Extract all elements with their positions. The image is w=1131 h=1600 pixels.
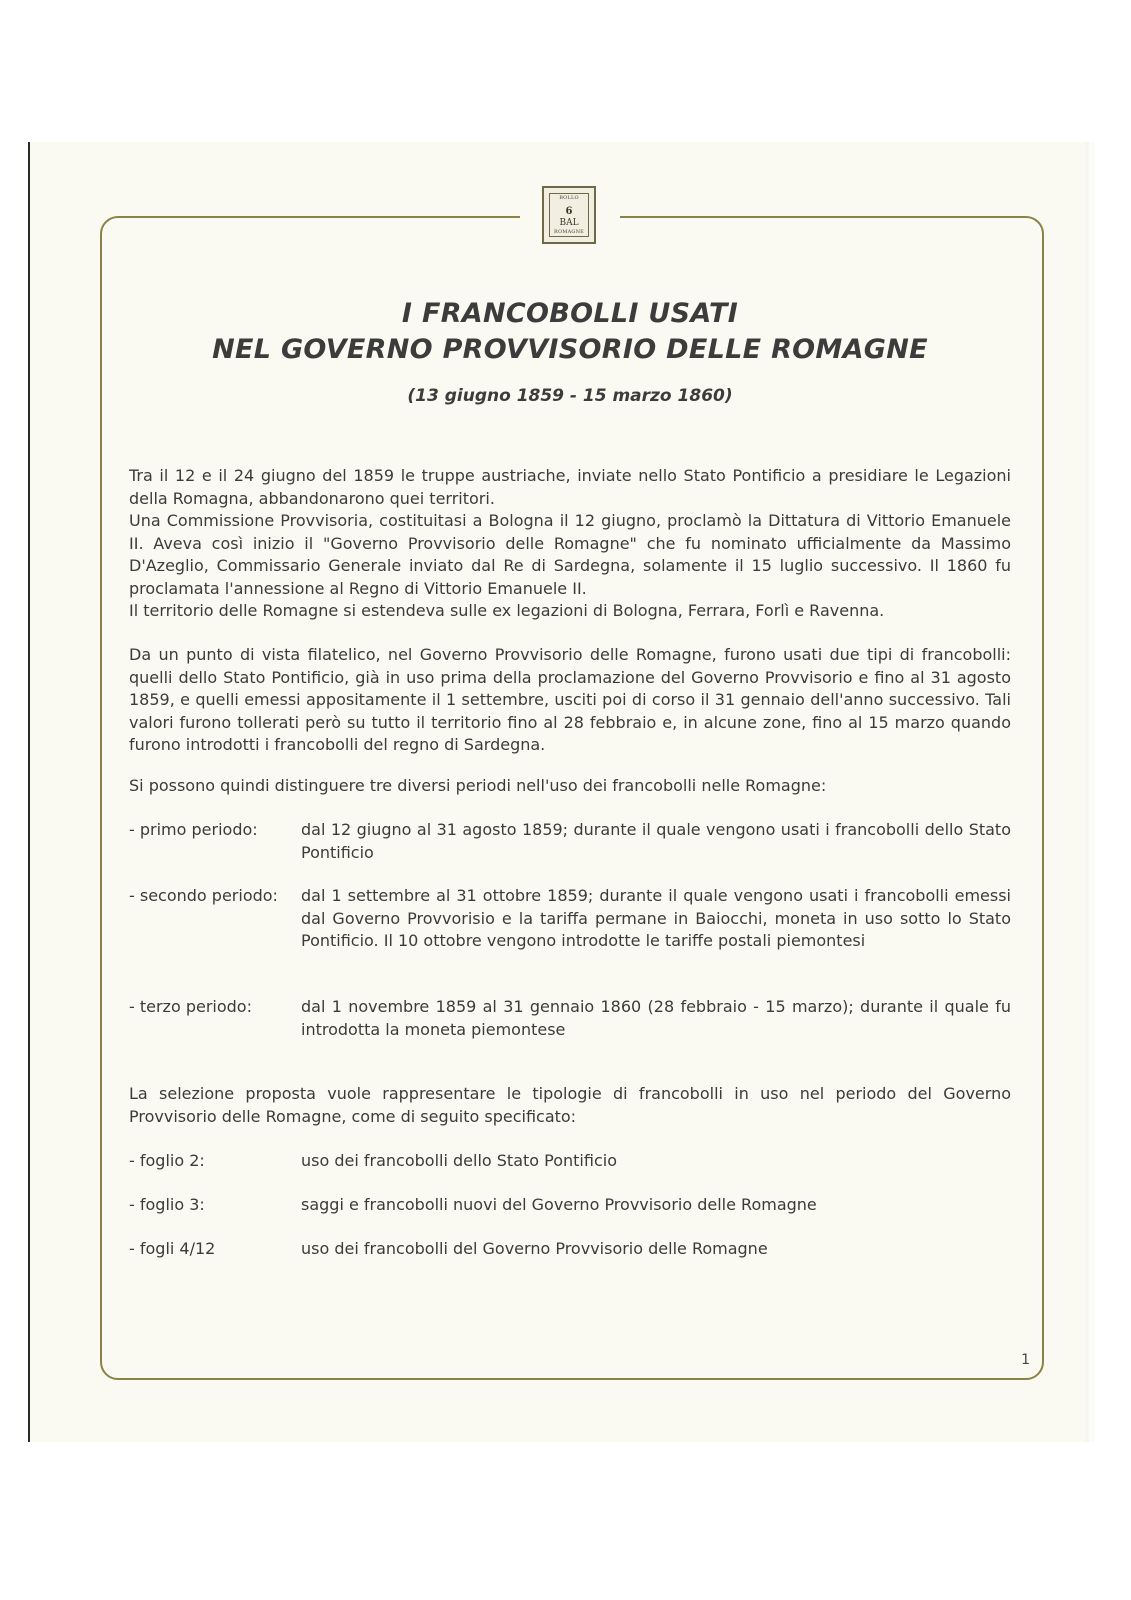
periods-intro-text: Si possono quindi distinguere tre diversi periodi nell'uso dei francobolli nelle Romagne: (129, 776, 827, 795)
period-text: dal 1 novembre 1859 al 31 gennaio 1860 (28 febbraio - 15 marzo); durante il quale fu introdotta la moneta piemontese (301, 997, 1011, 1039)
page-edge-shadow (1086, 142, 1092, 1442)
selection-paragraph (129, 1083, 1011, 1128)
intro-paragraph (129, 465, 1011, 623)
page-number: 1 (1021, 1352, 1030, 1368)
philatelic-text: Da un punto di vista filatelico, nel Governo Provvisorio delle Romagne, furono usati due tipi di francobolli: quelli dello Stato Pontificio, già in uso prima della proclamazione del Governo Provvisorio e fino al 31 agosto 1859, e quelli emessi appositamente il 1 settembre, usciti poi di corso il 31 gennaio dell'anno successivo. Tali valori furono tollerati però su tutto il territorio fino al 28 febbraio e, in alcune zone, fino al 15 marzo quando furono introdotti i francobolli del regno di Sardegna. (129, 645, 1011, 754)
sheet-label: - foglio 2: (129, 1151, 205, 1170)
period-label: - primo periodo: (129, 820, 258, 839)
intro-line: Tra il 12 e il 24 giugno del 1859 le truppe austriache, inviate nello Stato Pontificio a presidiare le Legazioni della Romagna, abbandonarono quei territori. (129, 466, 1011, 508)
sheet-label: - fogli 4/12 (129, 1239, 216, 1258)
intro-line: Il territorio delle Romagne si estendeva sulle ex legazioni di Bologna, Ferrara, Forlì e Ravenna. (129, 601, 885, 620)
page-title-line2: NEL GOVERNO PROVVISORIO DELLE ROMAGNE (212, 334, 928, 365)
period-label: - terzo periodo: (129, 997, 252, 1016)
sheet-text: uso dei francobolli del Governo Provvisorio delle Romagne (301, 1239, 768, 1258)
date-range: (13 giugno 1859 - 15 marzo 1860) (407, 386, 733, 406)
periods-intro (129, 775, 1011, 798)
sheet-label: - foglio 3: (129, 1195, 205, 1214)
intro-line: Una Commissione Provvisoria, costituitasi a Bologna il 12 giugno, proclamò la Dittatura di Vittorio Emanuele II. Aveva così inizio il "Governo Provvisorio delle Romagne" che fu nominato ufficialmente da Massimo D'Azeglio, Commissario Generale inviato dal Re di Sardegna, solamente il 15 luglio successivo. Il 1860 fu proclamata l'annessione al Regno di Vittorio Emanuele II. (129, 511, 1011, 598)
period-text: dal 12 giugno al 31 agosto 1859; durante il quale vengono usati i francobolli dello Stato Pontificio (301, 820, 1011, 862)
stamp-inner-border (549, 193, 589, 237)
stamp-unit: BAL (559, 218, 579, 228)
sheet-text: saggi e francobolli nuovi del Governo Provvisorio delle Romagne (301, 1195, 817, 1214)
stamp-emblem (542, 186, 596, 244)
stamp-bottom-text: ROMAGNE (553, 229, 584, 235)
selection-text: La selezione proposta vuole rappresentare le tipologie di francobolli in uso nel periodo del Governo Provvisorio delle Romagne, come di seguito specificato: (129, 1084, 1011, 1126)
period-text: dal 1 settembre al 31 ottobre 1859; durante il quale vengono usati i francobolli emessi dal Governo Provvorisio e la tariffa permane in Baiocchi, moneta in uso sotto lo Stato Pontificio. Il 10 ottobre vengono introdotte le tariffe postali piemontesi (301, 886, 1011, 950)
sheet-text: uso dei francobolli dello Stato Pontificio (301, 1151, 617, 1170)
page-title-line1: I FRANCOBOLLI USATI (401, 298, 739, 329)
philatelic-paragraph (129, 644, 1011, 757)
stamp-top-text: BOLLO (559, 195, 579, 201)
period-label: - secondo periodo: (129, 886, 278, 905)
stamp-value: 6 (565, 206, 573, 217)
